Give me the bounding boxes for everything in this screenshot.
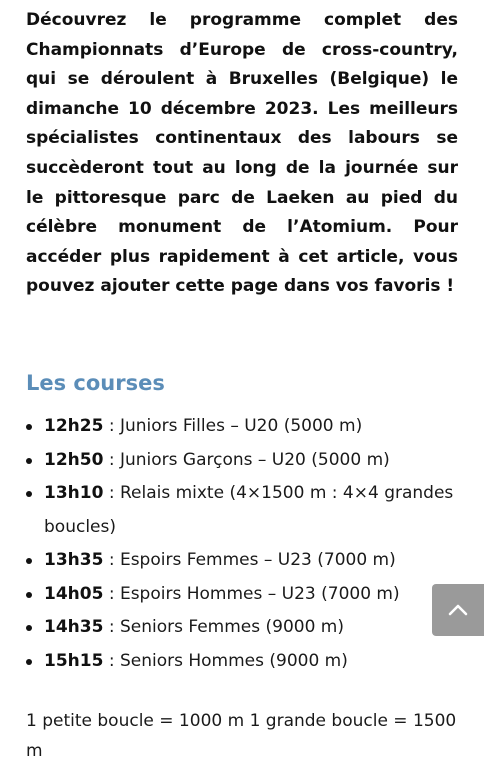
list-item	[26, 477, 458, 544]
bullet-icon	[26, 625, 32, 631]
course-time: 13h10	[44, 483, 104, 503]
bullet-icon	[26, 659, 32, 665]
course-time: 14h05	[44, 583, 104, 604]
course-description: : Espoirs Hommes – U23 (7000 m)	[103, 583, 400, 604]
chevron-up-icon	[446, 598, 470, 622]
course-description: : Espoirs Femmes – U23 (7000 m)	[103, 550, 396, 570]
course-description: : Relais mixte (4×1500 m : 4×4 grandes boucles)	[44, 483, 454, 537]
bullet-icon	[26, 592, 32, 598]
course-time: 14h35	[44, 617, 104, 637]
list-item	[26, 611, 458, 645]
article-content	[26, 0, 458, 761]
list-item	[26, 544, 458, 578]
course-schedule-list	[26, 410, 458, 678]
bullet-icon	[26, 491, 32, 497]
bullet-icon	[26, 558, 32, 564]
list-item	[26, 410, 458, 444]
course-description: : Seniors Hommes (9000 m)	[103, 650, 348, 671]
bullet-icon	[26, 424, 32, 430]
list-item	[26, 645, 458, 679]
bullet-icon	[26, 458, 32, 464]
course-description: : Seniors Femmes (9000 m)	[103, 617, 344, 637]
list-item	[26, 578, 458, 612]
course-time: 15h15	[44, 650, 104, 671]
course-time: 12h50	[44, 449, 104, 470]
section-title-courses: Les courses	[26, 371, 165, 395]
list-item	[26, 444, 458, 478]
course-description: : Juniors Garçons – U20 (5000 m)	[103, 449, 390, 470]
course-description: : Juniors Filles – U20 (5000 m)	[103, 416, 363, 436]
scroll-to-top-button[interactable]	[432, 584, 484, 636]
course-time: 13h35	[44, 550, 104, 570]
intro-paragraph: Découvrez le programme complet des Championnats d’Europe de cross-country, qui se déroulent à Bruxelles (Belgique) le dimanche 10 décembre 2023. Les meilleurs spécialistes continentaux des labours se succèderont tout au long de la journée sur le pittoresque parc de Laeken au pied du célèbre monument de l’Atomium. Pour accéder plus rapidement à cet article, vous pouvez ajouter cette page dans vos favoris !	[26, 10, 458, 297]
course-time: 12h25	[44, 416, 104, 436]
loop-distance-note: 1 petite boucle = 1000 m 1 grande boucle = 1500 m	[26, 711, 457, 761]
